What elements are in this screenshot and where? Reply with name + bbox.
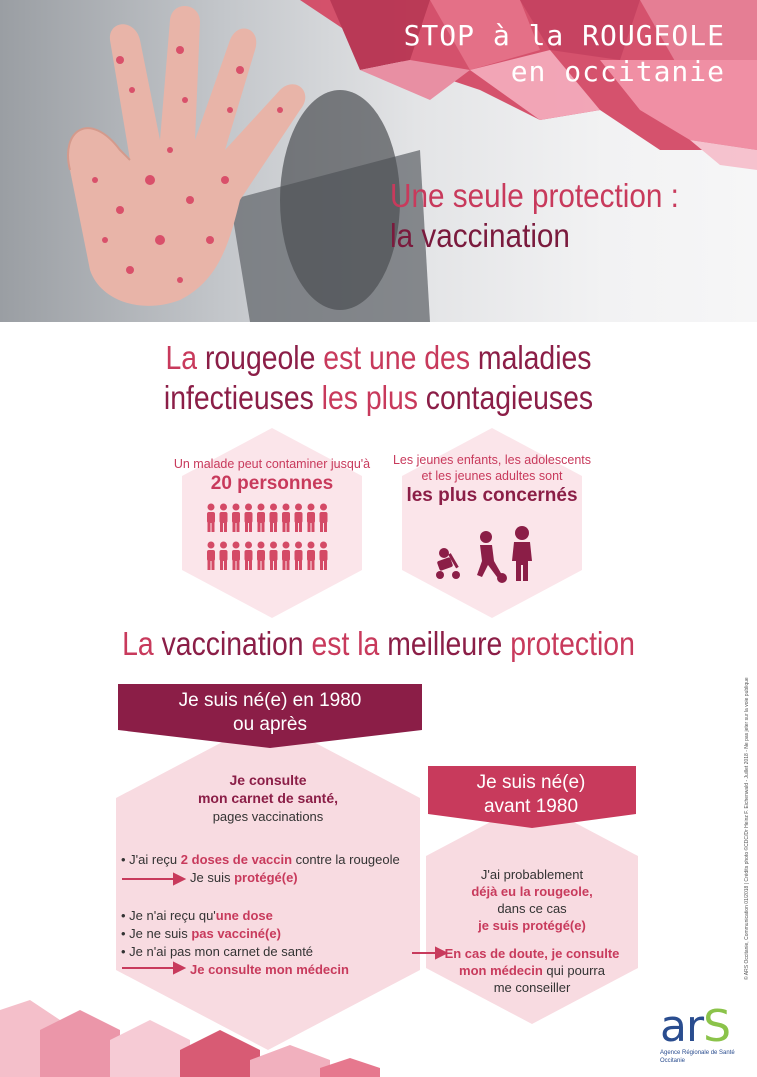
before-line6	[432, 962, 632, 979]
logo-region: Occitanie	[660, 1058, 686, 1064]
bullet-text: • Je n'ai reçu qu'	[121, 908, 216, 923]
stat-left-highlight: 20 personnes	[210, 473, 334, 494]
bullet-bold: pas vacciné(e)	[191, 926, 281, 941]
banner-born-after-1980	[118, 684, 422, 742]
before-line2: déjà eu la rougeole,	[471, 884, 593, 899]
before-text: qui pourra	[542, 963, 605, 978]
result-text: Je suis	[190, 870, 235, 885]
hero-subtitle	[390, 176, 679, 256]
before-line5: En cas de doute, je consulte	[444, 946, 620, 961]
bullet-one-dose	[121, 907, 273, 924]
stat-right-highlight: les plus concernés	[406, 485, 578, 506]
logo-letters: ar	[660, 1001, 704, 1052]
headline-word: meilleure	[387, 625, 503, 662]
stat-left-text	[172, 456, 372, 496]
headline-word: maladies	[477, 339, 592, 376]
bullet-text: • Je ne suis	[121, 926, 192, 941]
stat-right-line2: et les jeunes adultes sont	[421, 469, 563, 483]
hero-subtitle-line2: la vaccination	[390, 217, 570, 254]
hero-title	[404, 18, 725, 90]
result-protected	[190, 869, 298, 886]
headline-word: infectieuses	[163, 379, 314, 416]
headline-word: est une des	[323, 339, 471, 376]
hero-subtitle-line1: Une seule protection :	[390, 177, 679, 214]
before-line7: me conseiller	[493, 980, 571, 995]
hero-banner	[0, 0, 757, 322]
hero-title-line1: STOP à la ROUGEOLE	[403, 19, 725, 52]
bullet-text: contre la rougeole	[292, 852, 400, 867]
result-bold: protégé(e)	[234, 870, 298, 885]
headline-word: rougeole	[204, 339, 316, 376]
bullet-bold: 2 doses de vaccin	[180, 852, 293, 867]
bullet-text: • J'ai reçu	[121, 852, 181, 867]
banner2-line1: Je suis né(e)	[476, 772, 586, 793]
headline-word: vaccination	[161, 625, 304, 662]
people-icon-group	[205, 503, 340, 573]
headline-word: est la	[311, 625, 380, 662]
banner2-line2: avant 1980	[483, 796, 579, 817]
consult-line2: mon carnet de santé,	[197, 790, 339, 806]
bullet-no-record: • Je n'ai pas mon carnet de santé	[121, 944, 314, 959]
headline-contagious	[53, 338, 704, 418]
stat-right-text	[392, 452, 592, 508]
consult-line1: Je consulte	[229, 772, 307, 788]
headline-word: La	[122, 625, 154, 662]
headline-word: protection	[510, 625, 635, 662]
bullet-not-vaccinated	[121, 925, 281, 942]
before-line4: je suis protégé(e)	[478, 918, 586, 933]
headline-word: contagieuses	[425, 379, 594, 416]
logo-s-letter: S	[703, 1001, 730, 1052]
before-line3: dans ce cas	[497, 901, 567, 916]
headline-vaccination	[53, 624, 704, 664]
result-consult-doctor: Je consulte mon médecin	[190, 962, 349, 977]
before-bold: mon médecin	[459, 963, 543, 978]
banner1-line1: Je suis né(e) en 1980	[178, 690, 362, 711]
bullet-bold: une dose	[215, 908, 273, 923]
banner1-line2: ou après	[233, 714, 307, 735]
consult-line3: pages vaccinations	[212, 809, 324, 824]
headline-word: les plus	[321, 379, 418, 416]
ars-logo	[660, 1001, 735, 1065]
bullet-two-doses	[121, 851, 400, 868]
stat-right-line1: Les jeunes enfants, les adolescents	[392, 453, 592, 467]
stat-left-caption: Un malade peut contaminer jusqu'à	[173, 457, 371, 471]
hero-title-line2: en occitanie	[510, 55, 725, 88]
before-line1: J'ai probablement	[480, 867, 584, 882]
side-credit-note: © ARS Occitanie, Communication 01/2018 | Crédits photo ©CDC/Dr Heinz F. Eichenwald - Juillet 2018 - Ne pas jeter sur la voie publique	[744, 677, 750, 980]
children-icon	[432, 525, 552, 585]
banner-born-before-1980	[428, 765, 634, 825]
logo-subtitle: Agence Régionale de Santé	[660, 1050, 735, 1056]
headline-word: La	[165, 339, 198, 376]
